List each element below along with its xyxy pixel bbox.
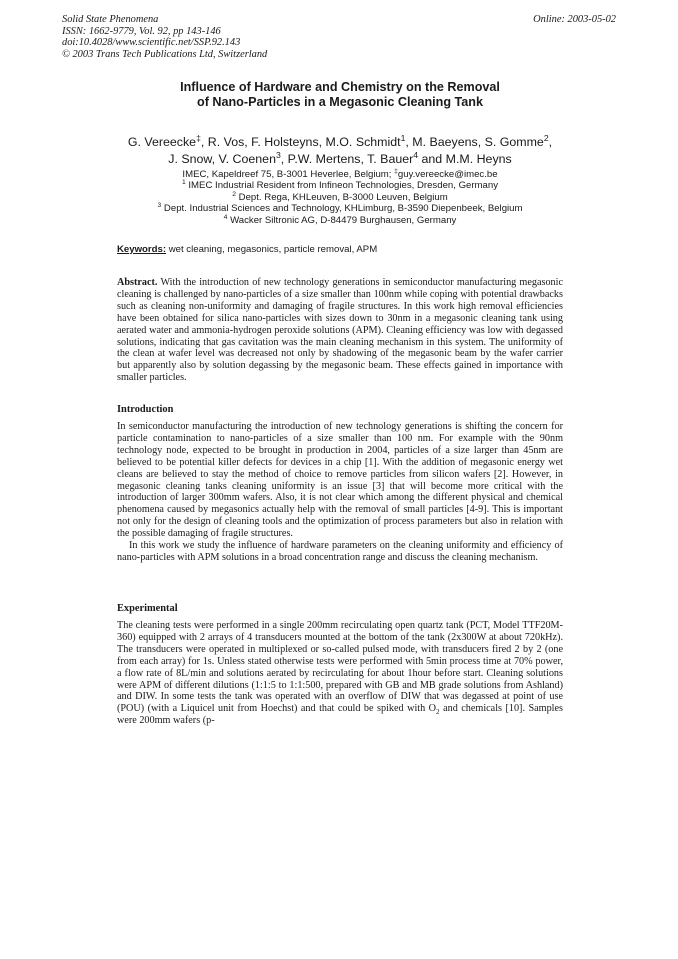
author-line-1 — [60, 134, 620, 151]
author-text: , — [548, 135, 553, 149]
affiliation-mark: 4 — [223, 213, 228, 221]
affiliation-2 — [60, 192, 620, 203]
introduction-body — [117, 421, 563, 564]
keywords — [117, 244, 377, 255]
affiliation-1 — [60, 180, 620, 191]
affiliation-text: Wacker Siltronic AG, D-84479 Burghausen, Germany — [227, 214, 457, 226]
paragraph: In this work we study the influence of hardware parameters on the cleaning uniformity and efficiency of nano-particles with APM solutions in a broad concentration range and discuss the cleaning mechanism. — [117, 540, 563, 563]
author-mark: 1 — [400, 132, 406, 143]
journal-name: Solid State Phenomena — [62, 14, 159, 25]
doi-line: doi:10.4028/www.scientific.net/SSP.92.143 — [62, 37, 241, 49]
affiliation-mark: 2 — [232, 190, 236, 198]
section-heading-experimental: Experimental — [117, 603, 178, 614]
abstract — [117, 277, 563, 384]
affiliation-imec — [60, 169, 620, 180]
author-text: J. Snow, V. Coenen — [168, 152, 276, 166]
abstract-label: Abstract. — [117, 277, 158, 288]
paper-title — [90, 80, 590, 110]
affiliation-mark: ‡ — [394, 167, 398, 175]
author-mark: 2 — [543, 132, 549, 143]
issn-line: ISSN: 1662-9779, Vol. 92, pp 143-146 — [62, 25, 221, 37]
affiliations — [60, 169, 620, 226]
title-line-2: of Nano-Particles in a Megasonic Cleaning Tank — [197, 95, 483, 109]
contact-email: guy.vereecke@imec.be — [397, 169, 498, 180]
experimental-body — [117, 620, 563, 727]
copyright-line: © 2003 Trans Tech Publications Ltd, Switzerland — [62, 48, 268, 60]
affiliation-mark: 3 — [157, 202, 162, 210]
affiliation-4 — [60, 215, 620, 226]
author-text: , P.W. Mertens, T. Bauer — [280, 152, 414, 166]
journal-header — [62, 14, 267, 60]
author-text: , R. Vos, F. Holsteyns, M.O. Schmidt — [200, 135, 401, 149]
affiliation-text: Dept. Industrial Sciences and Technology, KHLimburg, B-3590 Diepenbeek, Belgium — [161, 203, 523, 215]
author-text: , M. Baeyens, S. Gomme — [405, 135, 544, 149]
author-text: and M.M. Heyns — [418, 152, 512, 166]
paragraph — [117, 620, 563, 727]
online-date: Online: 2003-05-02 — [533, 14, 616, 25]
keywords-text: wet cleaning, megasonics, particle removal, APM — [166, 244, 378, 255]
affiliation-text: Dept. Rega, KHLeuven, B-3000 Leuven, Belgium — [236, 191, 448, 203]
abstract-text: With the introduction of new technology generations in semiconductor manufacturing megasonic cleaning is challenged by nano-particles of a size smaller than 100nm while coping with potential drawbacks such as cleaning non-uniformity and damaging of fragile structures. In this work high removal efficiencies have been obtained for silica nano-particles with sizes down to 30nm in a megasonic cleaning tank using aerated water and ammonia-hydrogen peroxide solutions (APM). Cleaning efficiency was low with degassed solutions, indicating that gas cavitation was the main cleaning mechanism in this system. The uniformity of the clean at wafer level was decreased not only by shadowing of the megasonic beam by the wafer carrier but apparently also by solution degassing by the megasonic beam. These effects gained in importance with smaller particles. — [117, 277, 563, 384]
keywords-label: Keywords: — [117, 244, 167, 255]
affiliation-text: IMEC Industrial Resident from Infineon Technologies, Dresden, Germany — [185, 180, 499, 192]
author-mark: ‡ — [196, 132, 201, 143]
title-line-1: Influence of Hardware and Chemistry on the Removal — [180, 80, 500, 94]
subscript: 2 — [436, 708, 440, 717]
affiliation-3 — [60, 203, 620, 214]
author-text: G. Vereecke — [127, 135, 197, 149]
paragraph-text: and chemicals [10]. Samples were 200mm wafers (p- — [117, 703, 563, 727]
section-heading-introduction: Introduction — [117, 404, 174, 415]
affiliation-mark: 1 — [181, 179, 186, 187]
paragraph: In semiconductor manufacturing the introduction of new technology generations is shifting the concern for particle contamination to nano-particles of a size smaller than 100 nm. For example with the 90nm technology node, expected to be brought in production in 2004, particles of a size larger than 45nm are believed to be potential killer defects for devices in a chip [1]. With the addition of megasonic energy wet cleans are believed to stay the method of choice to remove particles from silicon wafers [2]. However, in megasonic cleaning tanks cleaning uniformity is an issue [3] that will become more critical with the introduction of larger 300mm wafers. Also, it is not clear which among the different physical and chemical phenomena caused by megasonics actually help with the removal of small particles [4-9]. This is important not only for the design of cleaning tools and the optimization of process parameters but also in relation with the possible damaging of fragile structures. — [117, 421, 563, 540]
author-mark: 4 — [413, 149, 419, 160]
paragraph-text: The cleaning tests were performed in a single 200mm recirculating open quartz tank (PCT, Model TTF20M-360) equipped with 2 arrays of 4 transducers mounted at the bottom of the tank (2x300W at about 720kHz). The transducers were operated in multiplexed or so-called pulsed mode, with transducers fired 2 by 2 (one from each array) for 1s. Unless stated otherwise tests were performed with 5min process time at 70% power, a flow rate of 8L/min and solutions aerated by recirculating for about 1hour before start. Cleaning solutions were APM of different dilutions (1:1:5 to 1:1:500, prepared with GB and MB grade solutions from Ashland) and DIW. In some tests the tank was operated with an overflow of DIW that was degassed at point of use (POU) (with a Liquicel unit from Hoechst) and that could be spiked with O — [117, 620, 563, 715]
author-mark: 3 — [275, 149, 281, 160]
affiliation-text: IMEC, Kapeldreef 75, B-3001 Heverlee, Belgium; — [182, 169, 392, 180]
author-list — [60, 134, 620, 168]
author-line-2 — [60, 151, 620, 168]
